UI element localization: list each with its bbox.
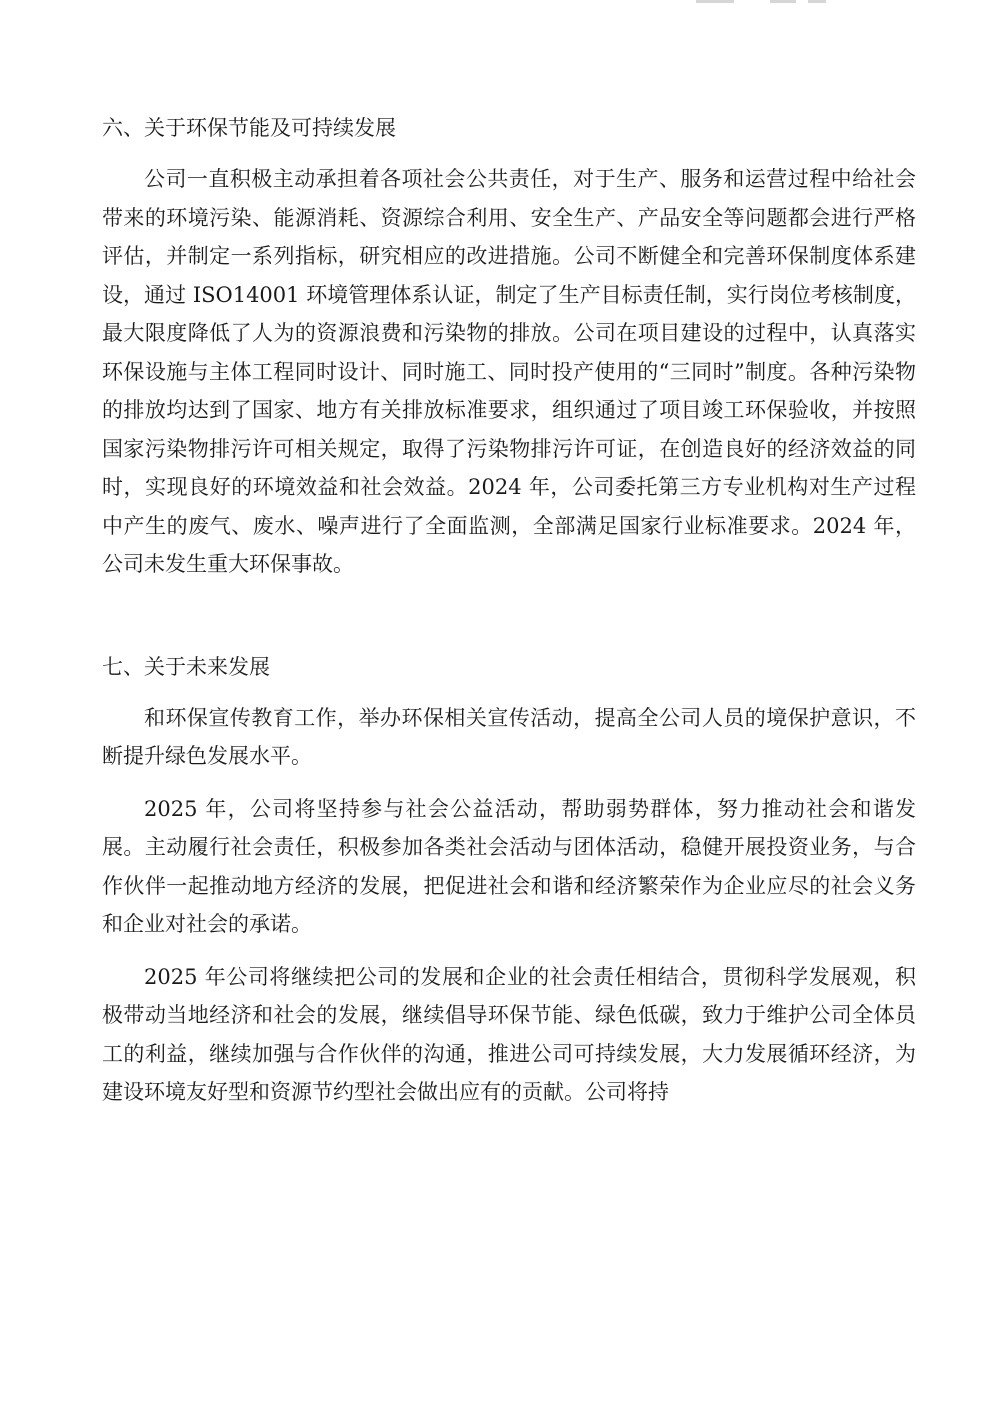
paragraph-future-1: 和环保宣传教育工作，举办环保相关宣传活动，提高全公司人员的境保护意识，不断提升绿色发展水平。	[102, 705, 916, 768]
paragraph-future-3: 2025 年公司将继续把公司的发展和企业的社会责任相结合，贯彻科学发展观，积极带动当地经济和社会的发展，继续倡导环保节能、绿色低碳，致力于维护公司全体员工的利益，继续加强与合作伙伴的沟通，推进公司可持续发展，大力发展循环经济，为建设环境友好型和资源节约型社会做出应有的贡献。公司将持	[102, 964, 916, 1104]
paragraph-future-2: 2025 年，公司将坚持参与社会公益活动，帮助弱势群体，努力推动社会和谐发展。主动履行社会责任，积极参加各类社会活动与团体活动，稳健开展投资业务，与合作伙伴一起推动地方经济的发展，把促进社会和谐和经济繁荣作为企业应尽的社会义务和企业对社会的承诺。	[102, 796, 916, 936]
scan-mark	[808, 0, 826, 3]
section-heading-environment: 六、关于环保节能及可持续发展	[102, 116, 396, 140]
scan-mark	[770, 0, 796, 3]
paragraph-environment: 公司一直积极主动承担着各项社会公共责任，对于生产、服务和运营过程中给社会带来的环境污染、能源消耗、资源综合利用、安全生产、产品安全等问题都会进行严格评估，并制定一系列指标，研究相应的改进措施。公司不断健全和完善环保制度体系建设，通过 ISO14001 环境管理体系认证，制定了生产目标责任制，实行岗位考核制度，最大限度降低了人为的资源浪费和污染物的排放。公司在项目建设的过程中，认真落实环保设施与主体工程同时设计、同时施工、同时投产使用的“三同时”制度。各种污染物的排放均达到了国家、地方有关排放标准要求，组织通过了项目竣工环保验收，并按照国家污染物排污许可相关规定，取得了污染物排污许可证，在创造良好的经济效益的同时，实现良好的环境效益和社会效益。2024 年，公司委托第三方专业机构对生产过程中产生的废气、废水、噪声进行了全面监测，全部满足国家行业标准要求。2024 年，公司未发生重大环保事故。	[102, 167, 916, 576]
section-heading-future: 七、关于未来发展	[102, 654, 270, 679]
scan-mark	[696, 0, 734, 3]
document-body	[102, 100, 916, 1112]
